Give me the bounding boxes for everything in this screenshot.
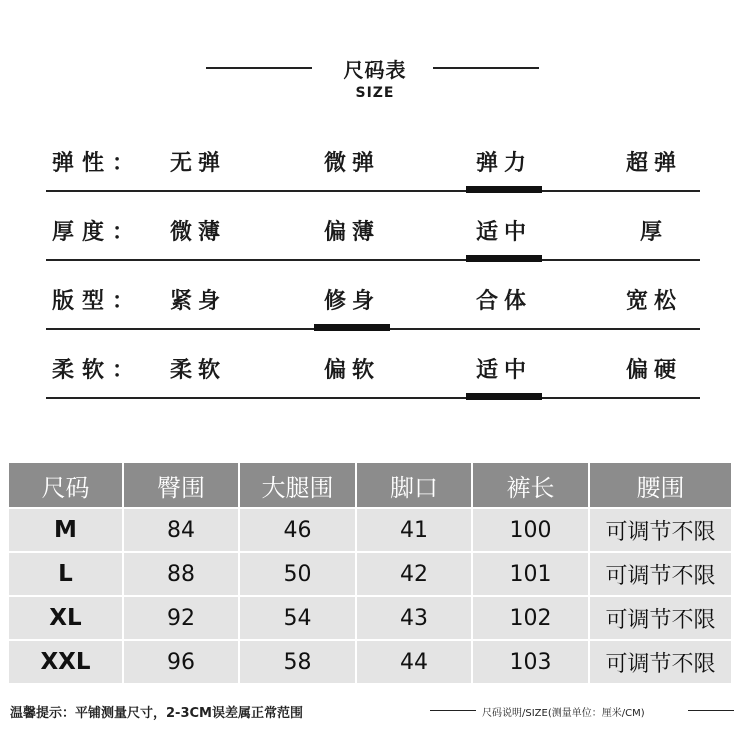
attribute-row-rule (46, 259, 700, 261)
legend-rule-right (688, 710, 734, 711)
size-cell: M (8, 508, 123, 552)
attribute-option: 偏薄 (323, 220, 380, 245)
table-cell: 100 (472, 508, 589, 552)
attribute-option: 宽松 (625, 289, 682, 314)
table-cell: 43 (356, 596, 472, 640)
legend-rule-left (430, 710, 476, 711)
size-cell: XL (8, 596, 123, 640)
header-cell-length: 裤长 (472, 462, 589, 508)
attribute-option: 偏硬 (625, 358, 682, 383)
header-cell-hip: 臀围 (123, 462, 239, 508)
header-cell-size: 尺码 (8, 462, 123, 508)
attribute-option: 微弹 (323, 151, 380, 176)
header-cell-hem: 脚口 (356, 462, 472, 508)
attribute-option: 合体 (475, 289, 532, 314)
attribute-row-rule (46, 397, 700, 399)
size-legend: 尺码说明/SIZE(测量单位：厘米/CM) (482, 708, 645, 719)
attribute-option: 偏软 (323, 358, 380, 383)
table-cell: 可调节不限 (589, 508, 732, 552)
table-cell: 84 (123, 508, 239, 552)
attribute-option: 紧身 (169, 289, 226, 314)
attribute-label: 柔软： (52, 358, 143, 383)
attribute-row-fit (46, 270, 700, 330)
page-subtitle: SIZE (355, 85, 395, 101)
table-row (8, 596, 732, 640)
table-cell: 50 (239, 552, 356, 596)
attribute-row-elasticity (46, 132, 700, 192)
table-row (8, 508, 732, 552)
table-cell: 101 (472, 552, 589, 596)
table-cell: 58 (239, 640, 356, 684)
selected-option-marker (466, 393, 542, 400)
table-cell: 可调节不限 (589, 640, 732, 684)
table-cell: 102 (472, 596, 589, 640)
table-header-row (8, 462, 732, 508)
attribute-row-rule (46, 190, 700, 192)
table-cell: 42 (356, 552, 472, 596)
attribute-option: 柔软 (169, 358, 226, 383)
selected-option-marker (314, 324, 390, 331)
table-cell: 103 (472, 640, 589, 684)
attribute-option: 适中 (475, 358, 532, 383)
table-row (8, 640, 732, 684)
size-cell: XXL (8, 640, 123, 684)
attribute-label: 弹性： (52, 151, 143, 176)
measurement-tip: 温馨提示：平铺测量尺寸，2-3CM误差属正常范围 (10, 706, 303, 721)
table-cell: 96 (123, 640, 239, 684)
attribute-label: 版型： (52, 289, 143, 314)
table-cell: 44 (356, 640, 472, 684)
table-cell: 可调节不限 (589, 596, 732, 640)
attribute-option: 厚 (639, 220, 668, 245)
table-cell: 41 (356, 508, 472, 552)
attribute-row-thickness (46, 201, 700, 261)
attribute-option: 微薄 (169, 220, 226, 245)
attribute-label: 厚度： (52, 220, 143, 245)
table-cell: 46 (239, 508, 356, 552)
header-cell-thigh: 大腿围 (239, 462, 356, 508)
attribute-row-softness (46, 339, 700, 399)
size-table (7, 461, 733, 685)
table-cell: 88 (123, 552, 239, 596)
attribute-option: 无弹 (169, 151, 226, 176)
table-cell: 54 (239, 596, 356, 640)
table-body (8, 508, 732, 684)
selected-option-marker (466, 186, 542, 193)
selected-option-marker (466, 255, 542, 262)
table-row (8, 552, 732, 596)
attribute-option: 超弹 (625, 151, 682, 176)
table-cell: 92 (123, 596, 239, 640)
size-cell: L (8, 552, 123, 596)
header-cell-waist: 腰围 (589, 462, 732, 508)
page-title: 尺码表 (343, 58, 407, 82)
table-cell: 可调节不限 (589, 552, 732, 596)
attribute-option: 适中 (475, 220, 532, 245)
attribute-option: 修身 (323, 289, 380, 314)
attribute-option: 弹力 (475, 151, 532, 176)
